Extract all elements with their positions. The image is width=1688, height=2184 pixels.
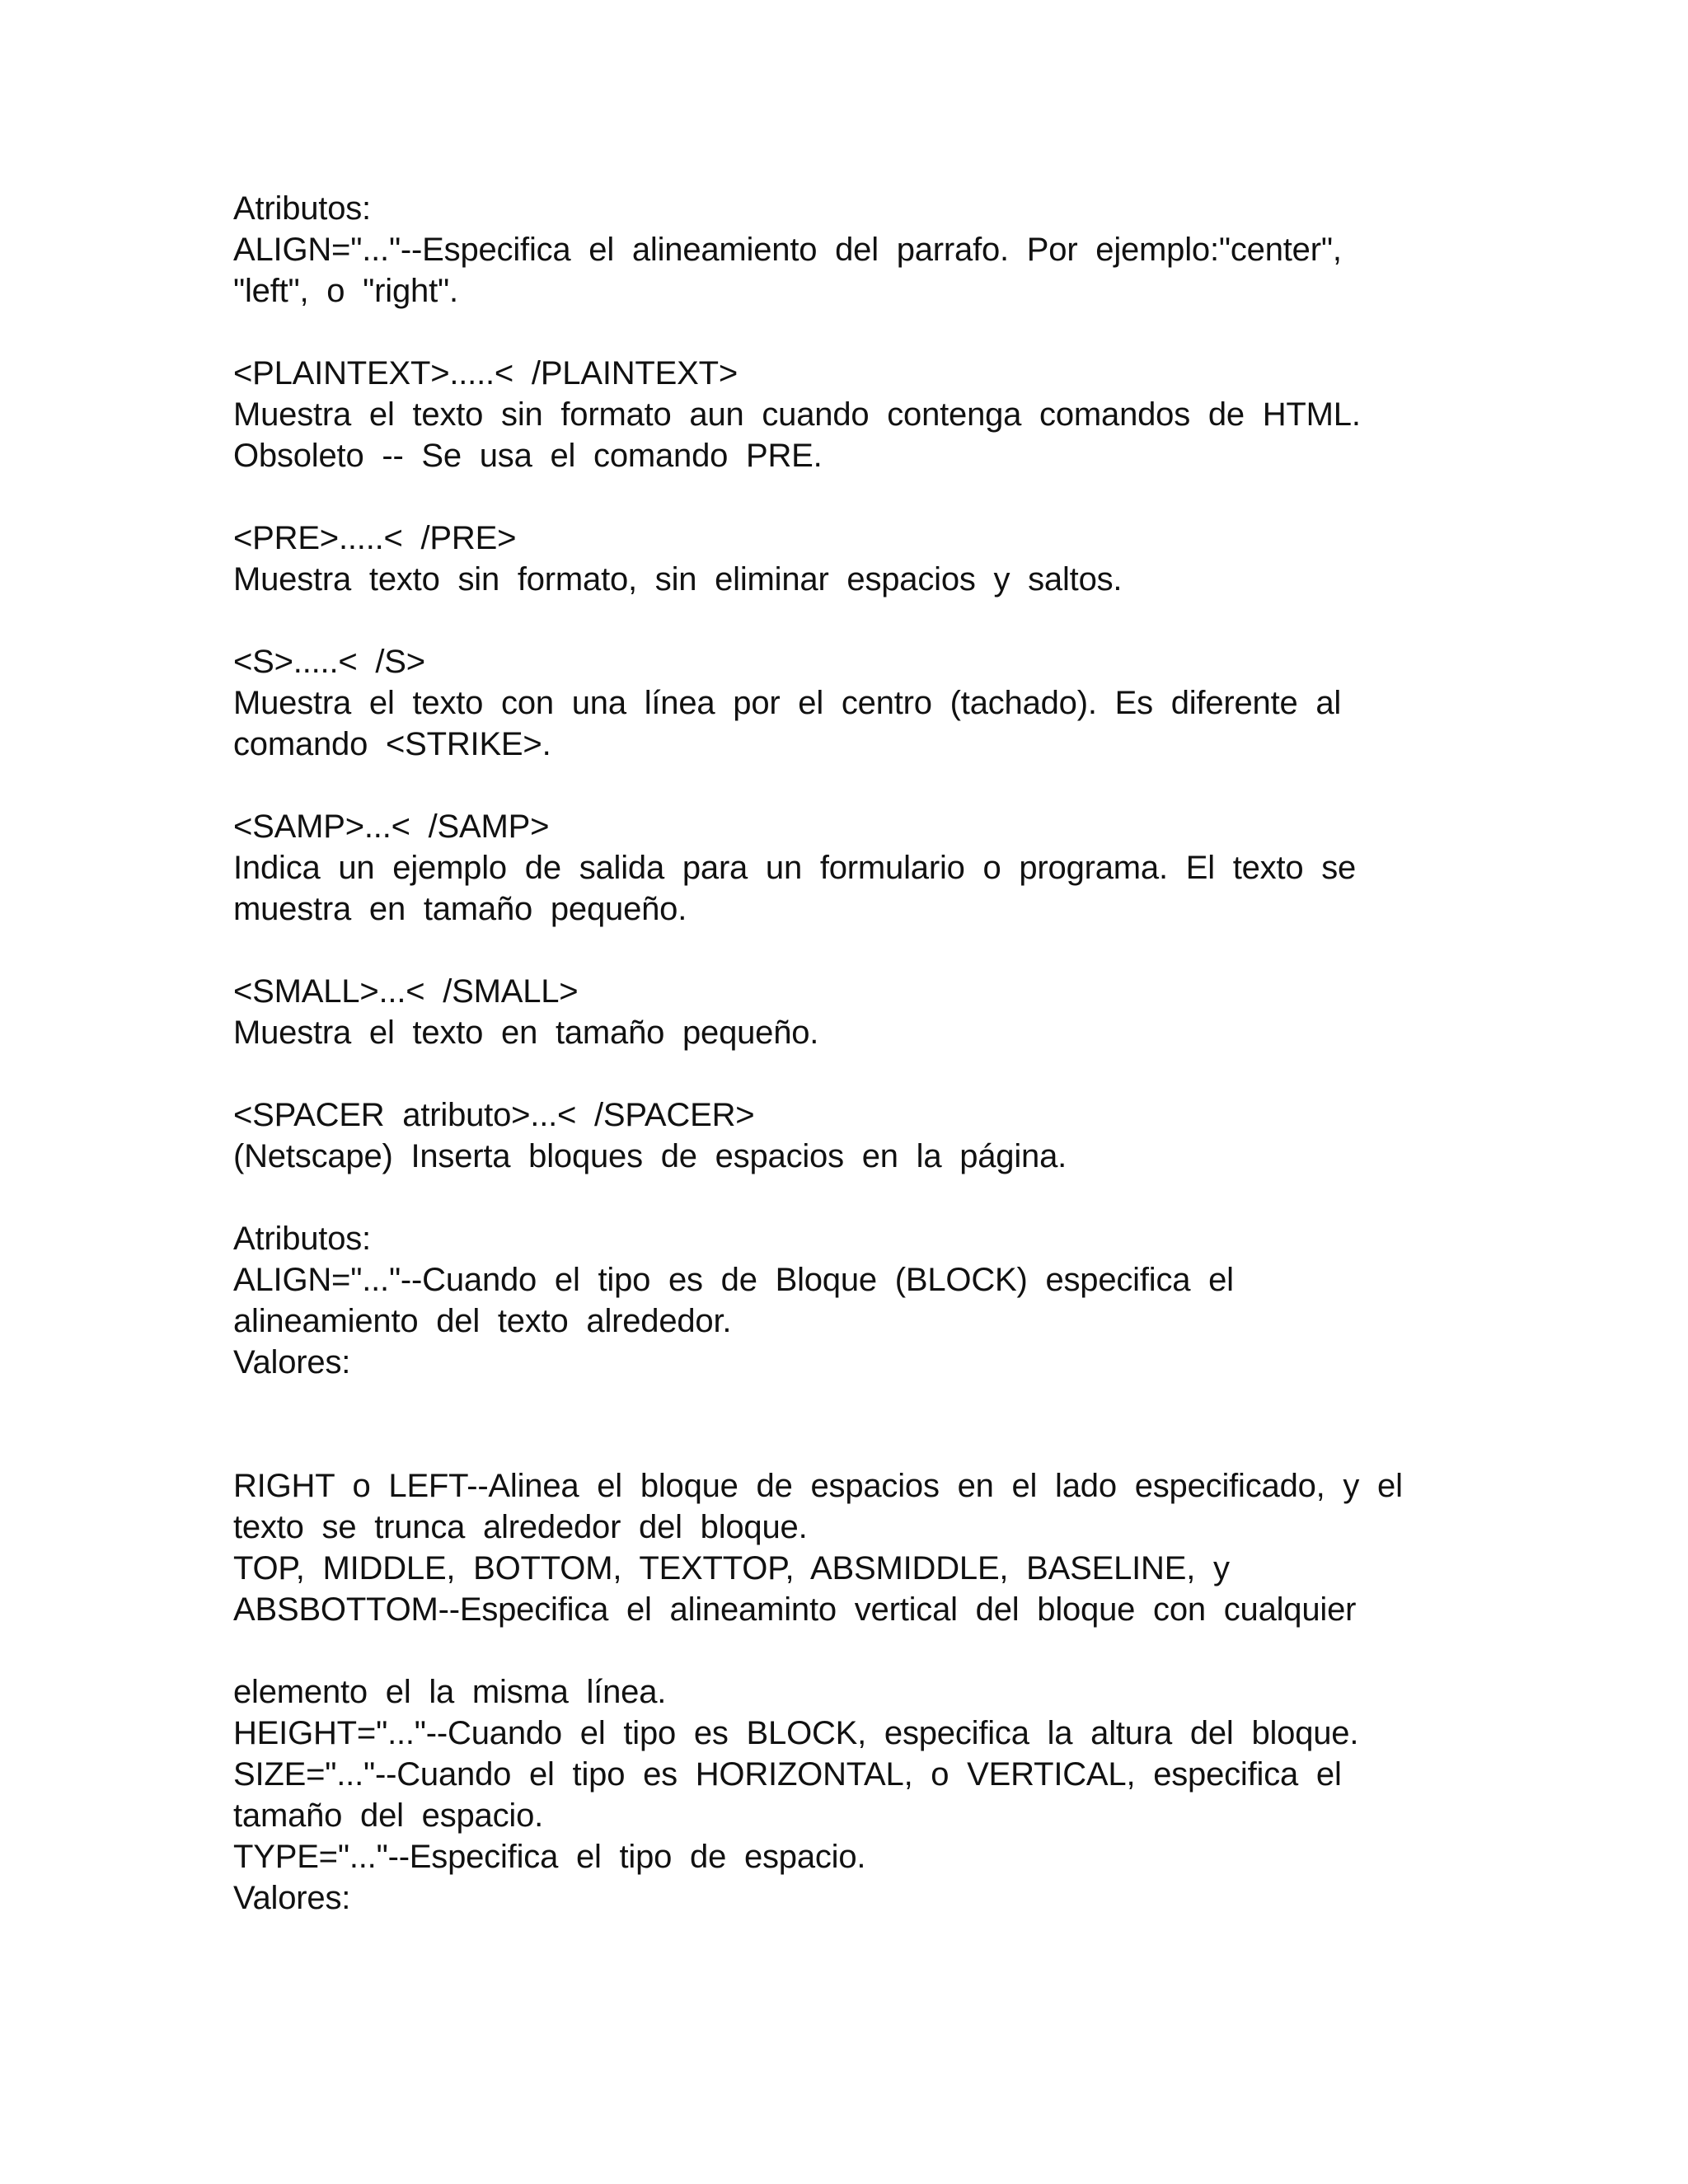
text-line: Valores: <box>233 1880 351 1916</box>
text-line: TYPE="..."--Especifica el tipo de espacio. <box>233 1839 866 1875</box>
text-line: Atributos: <box>233 190 371 227</box>
text-line: elemento el la misma línea. <box>233 1674 667 1710</box>
text-line: texto se trunca alrededor del bloque. <box>233 1509 808 1545</box>
text-line: comando <STRIKE>. <box>233 726 551 762</box>
text-line: Valores: <box>233 1344 351 1380</box>
paragraph-gap <box>233 1383 1437 1465</box>
text-line: Muestra el texto con una línea por el centro (tachado). Es diferente al <box>233 685 1342 721</box>
text-line: alineamiento del texto alrededor. <box>233 1303 732 1339</box>
text-line: SIZE="..."--Cuando el tipo es HORIZONTAL, o VERTICAL, especifica el <box>233 1756 1342 1793</box>
text-line: ALIGN="..."--Cuando el tipo es de Bloque (BLOCK) especifica el <box>233 1262 1234 1298</box>
text-line: RIGHT o LEFT--Alinea el bloque de espacios en el lado especificado, y el <box>233 1468 1403 1504</box>
tag-heading: <SMALL>...< /SMALL> <box>233 973 579 1010</box>
text-line: tamaño del espacio. <box>233 1797 544 1834</box>
paragraph-gap <box>233 1630 1437 1671</box>
paragraph-gap <box>233 765 1437 806</box>
text-line: ABSBOTTOM--Especifica el alineaminto vertical del bloque con cualquier <box>233 1591 1357 1628</box>
text-line: HEIGHT="..."--Cuando el tipo es BLOCK, especifica la altura del bloque. <box>233 1715 1359 1751</box>
document-body <box>233 188 1437 1919</box>
tag-heading: <S>.....< /S> <box>233 644 425 680</box>
paragraph-gap <box>233 600 1437 641</box>
text-line: "left", o "right". <box>233 273 458 309</box>
tag-heading: <PLAINTEXT>.....< /PLAINTEXT> <box>233 355 738 391</box>
text-line: Obsoleto -- Se usa el comando PRE. <box>233 438 823 474</box>
text-line: (Netscape) Inserta bloques de espacios en la página. <box>233 1138 1067 1174</box>
text-line: Muestra texto sin formato, sin eliminar espacios y saltos. <box>233 561 1123 598</box>
paragraph-gap <box>233 1053 1437 1094</box>
text-line: Muestra el texto sin formato aun cuando contenga comandos de HTML. <box>233 396 1361 433</box>
text-line: TOP, MIDDLE, BOTTOM, TEXTTOP, ABSMIDDLE, BASELINE, y <box>233 1550 1230 1586</box>
text-line: muestra en tamaño pequeño. <box>233 891 687 927</box>
text-line: Muestra el texto en tamaño pequeño. <box>233 1015 819 1051</box>
paragraph-gap <box>233 476 1437 518</box>
text-line: Atributos: <box>233 1221 371 1257</box>
text-line: ALIGN="..."--Especifica el alineamiento del parrafo. Por ejemplo:"center", <box>233 232 1342 268</box>
tag-heading: <PRE>.....< /PRE> <box>233 520 517 556</box>
paragraph-gap <box>233 312 1437 353</box>
text-line: Indica un ejemplo de salida para un formulario o programa. El texto se <box>233 850 1357 886</box>
tag-heading: <SAMP>...< /SAMP> <box>233 808 550 845</box>
tag-heading: <SPACER atributo>...< /SPACER> <box>233 1097 755 1133</box>
paragraph-gap <box>233 1177 1437 1218</box>
paragraph-gap <box>233 930 1437 971</box>
